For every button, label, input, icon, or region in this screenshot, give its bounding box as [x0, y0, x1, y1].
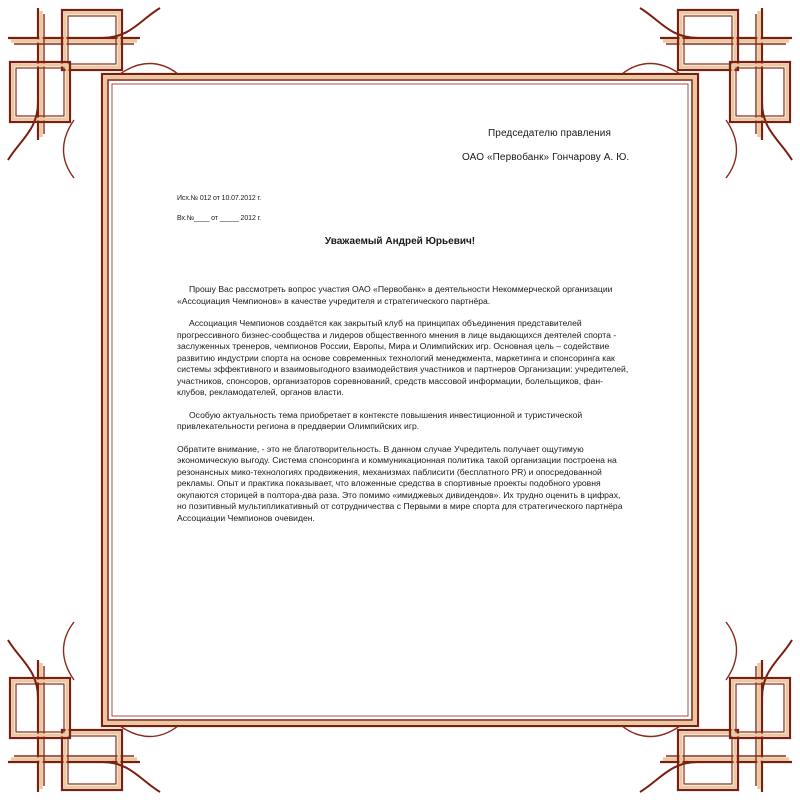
addressee-name: ОАО «Первобанк» Гончарову А. Ю.	[462, 152, 630, 163]
salutation: Уважаемый Андрей Юрьевич!	[324, 236, 476, 247]
addressee-title: Председателю правления	[488, 128, 611, 139]
paragraph-benefits: Обратите внимание, - это не благотворительность. В данном случае Учредитель получает ощутимую экономическую выгоду. Система спонсоринга и коммуникационная политика такой организации построена на резонансных мико-технологиях продвижения, механизмах паблисити (бесплатного PR) и опосредованной рекламы. Опыт и практика показывает, что вложенные средства в спортивные проекты подобного уровня окупаются сторицей в полтора-два раза. Это помимо «имиджевых дивидендов». Их трудно оценить в цифрах, но позитивный мультипликативный от сотрудничества с Первыми в мире спорта для стратегического партнёра Ассоциации Чемпионов очевиден.	[177, 443, 623, 523]
letter-body	[177, 284, 629, 535]
paragraph-request: Прошу Вас рассмотреть вопрос участия ОАО «Первобанк» в деятельности Некоммерческой организации «Ассоциация Чемпионов» в качестве учредителя и стратегического партнёра.	[177, 284, 613, 306]
paragraph-relevance: Особую актуальность тема приобретает в контексте повышения инвестиционной и туристической привлекательности региона в преддверии Олимпийских игр.	[177, 409, 583, 431]
paragraph-association: Ассоциация Чемпионов создаётся как закрытый клуб на принципах объединения представителей прогрессивного бизнес-сообщества и лидеров общественного мнения в лице выдающихся деятелей спорта - заслуженных тренеров, чемпионов России, Европы, Мира и Олимпийских игр. Основная цель – содействие развитию индустрии спорта на основе современных технологий менеджмента, маркетинга и спонсоринга как системы эффективного и взаимовыгодного взаимодействия участников и партнеров Организации: учредителей, участников, спонсоров, организаторов соревнований, средств массовой информации, болельщиков, фан-клубов, рекламодателей, органов власти.	[177, 318, 629, 397]
outgoing-reference: Исх.№ 012 от 10.07.2012 г.	[177, 195, 261, 202]
incoming-reference: Вх.№____ от _____ 2012 г.	[177, 215, 262, 222]
